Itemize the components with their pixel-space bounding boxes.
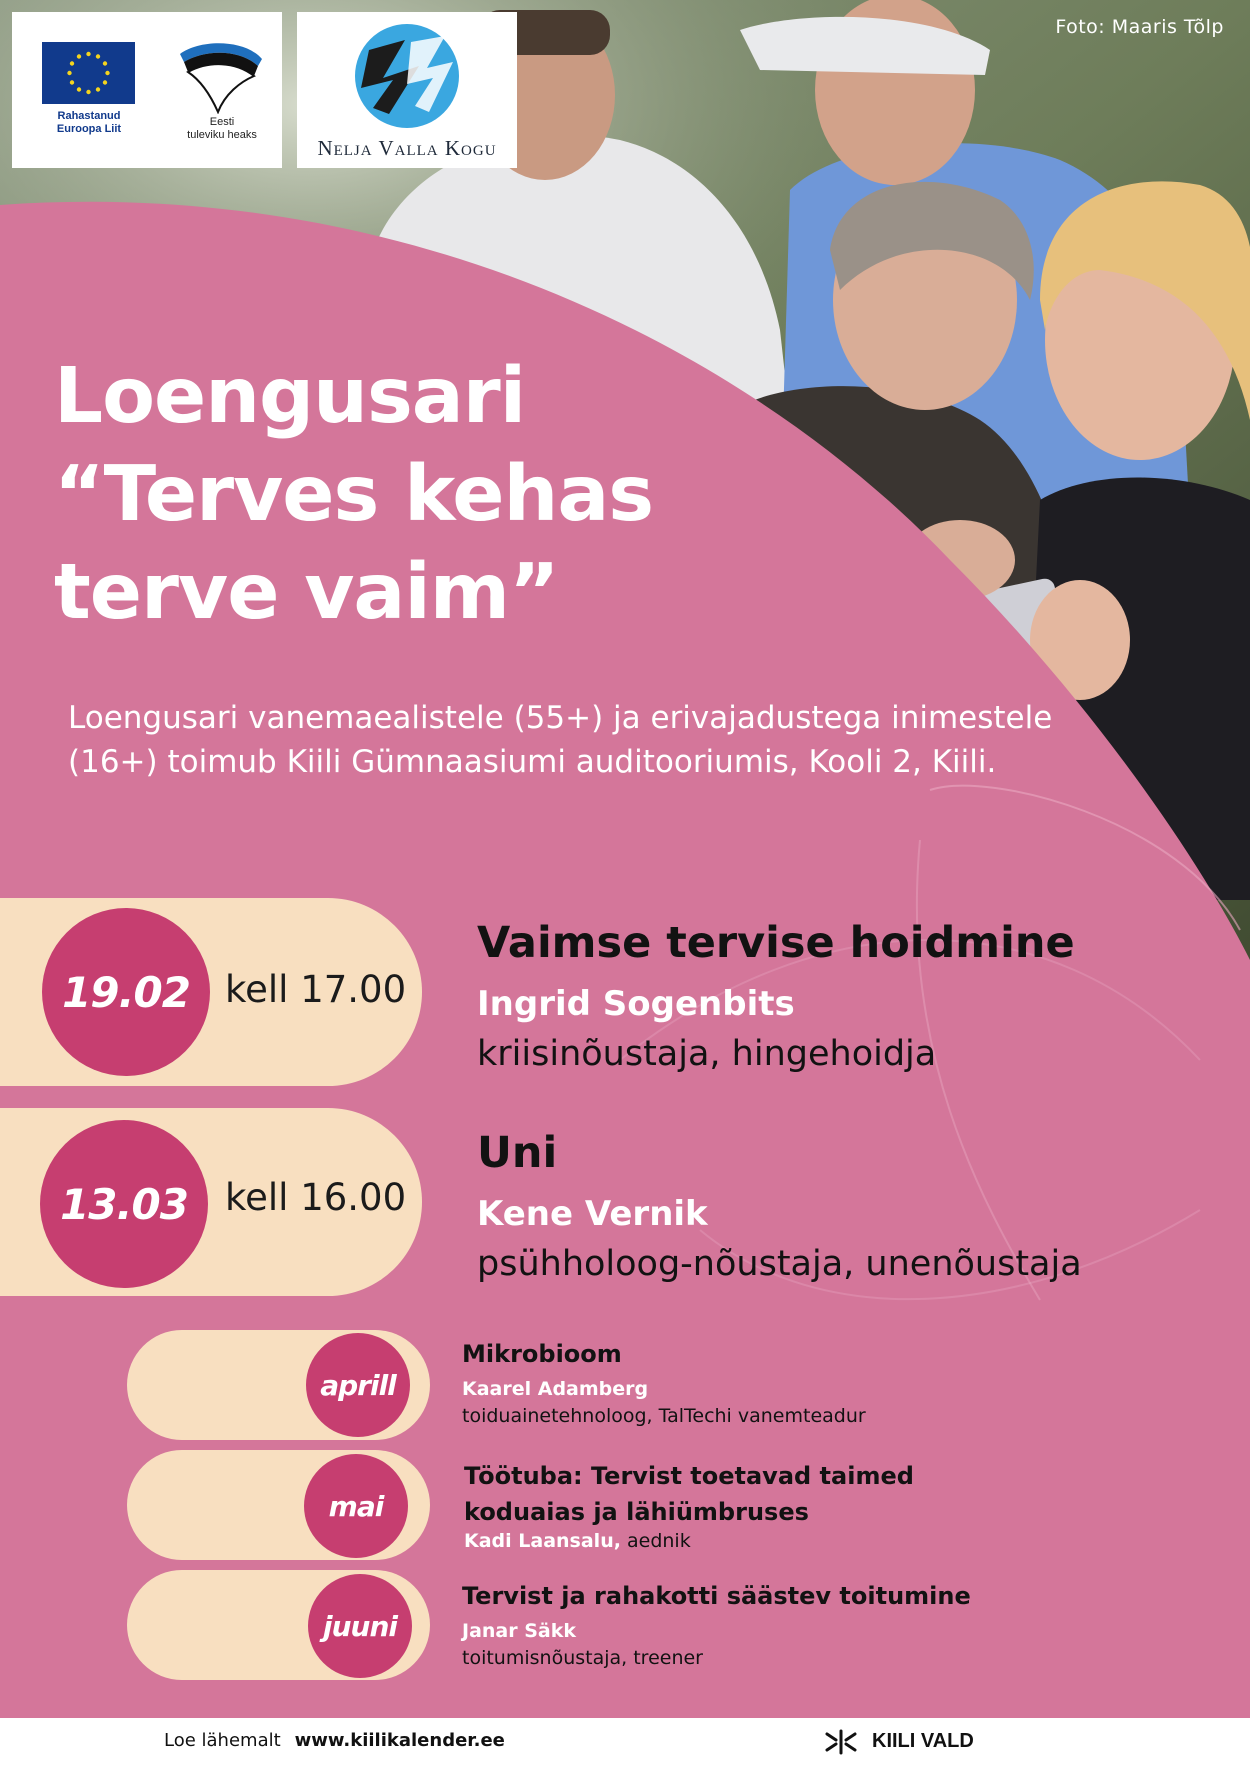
event-april-month: aprill xyxy=(306,1333,410,1437)
event-april-role: toiduainetehnoloog, TalTechi vanemteadur xyxy=(462,1405,866,1427)
title-line2: “Terves kehas xyxy=(54,450,654,539)
event-mai-role: aednik xyxy=(626,1530,691,1552)
nelja-valla-kogu-logo xyxy=(297,12,517,168)
event-april-speaker: Kaarel Adamberg xyxy=(462,1378,649,1400)
estonia-caption-line2: tuleviku heaks xyxy=(187,129,257,141)
event-1-title: Vaimse tervise hoidmine xyxy=(477,918,1075,968)
event-mai-speaker-line xyxy=(464,1530,691,1552)
event-juuni-role: toitumisnõustaja, treener xyxy=(462,1647,703,1669)
event-1-time: kell 17.00 xyxy=(225,968,407,1011)
event-mai-speaker: Kadi Laansalu, xyxy=(464,1530,621,1552)
event-mai-month: mai xyxy=(304,1454,408,1558)
event-1-date: 19.02 xyxy=(42,908,210,1076)
funding-logos xyxy=(12,12,282,168)
title-line3: terve vaim” xyxy=(54,548,559,637)
event-april-title: Mikrobioom xyxy=(462,1340,622,1368)
footer-read-more-line xyxy=(164,1730,505,1751)
title-line1: Loengusari xyxy=(54,352,526,441)
event-2-date: 13.03 xyxy=(40,1120,208,1288)
eu-flag-icon xyxy=(42,42,135,104)
event-2-role: psühholoog-nõustaja, unenõustaja xyxy=(477,1244,1082,1284)
footer-read-more: Loe lähemalt xyxy=(164,1730,281,1751)
estonia-caption xyxy=(172,116,272,142)
event-2-time: kell 16.00 xyxy=(225,1176,407,1219)
page-title xyxy=(54,348,653,642)
kiili-vald-logo-icon xyxy=(824,1728,858,1756)
footer-url-link[interactable]: www.kiilikalender.ee xyxy=(294,1730,505,1751)
event-juuni-speaker: Janar Säkk xyxy=(462,1620,576,1642)
photo-credit: Foto: Maaris Tõlp xyxy=(1055,16,1224,38)
event-1-role: kriisinõustaja, hingehoidja xyxy=(477,1034,937,1074)
event-mai-title: Töötuba: Tervist toetavad taimed xyxy=(464,1462,914,1490)
eu-caption-line2: Euroopa Liit xyxy=(56,123,122,135)
footer-municipality: KIILI VALD xyxy=(872,1730,974,1752)
event-2-speaker: Kene Vernik xyxy=(477,1194,708,1234)
eu-caption xyxy=(34,110,144,136)
event-juuni-month: juuni xyxy=(308,1574,412,1678)
estonia-caption-line1: Eesti xyxy=(209,116,235,128)
event-1-speaker: Ingrid Sogenbits xyxy=(477,984,795,1024)
estonia-logo-icon xyxy=(170,34,270,114)
footer xyxy=(0,1718,1250,1767)
eu-caption-line1: Rahastanud xyxy=(57,110,121,122)
event-2-title: Uni xyxy=(477,1128,558,1178)
event-juuni-title: Tervist ja rahakotti säästev toitumine xyxy=(462,1582,971,1610)
intro-text: Loengusari vanemaealistele (55+) ja erivajadustega inimestele (16+) toimub Kiili Gümnaasiumi auditooriumis, Kooli 2, Kiili. xyxy=(68,700,1053,780)
event-mai-title-line2: koduaias ja lähiümbruses xyxy=(464,1498,809,1526)
nvk-emblem-icon xyxy=(349,22,465,130)
nvk-caption: Nelja Valla Kogu xyxy=(317,136,497,160)
